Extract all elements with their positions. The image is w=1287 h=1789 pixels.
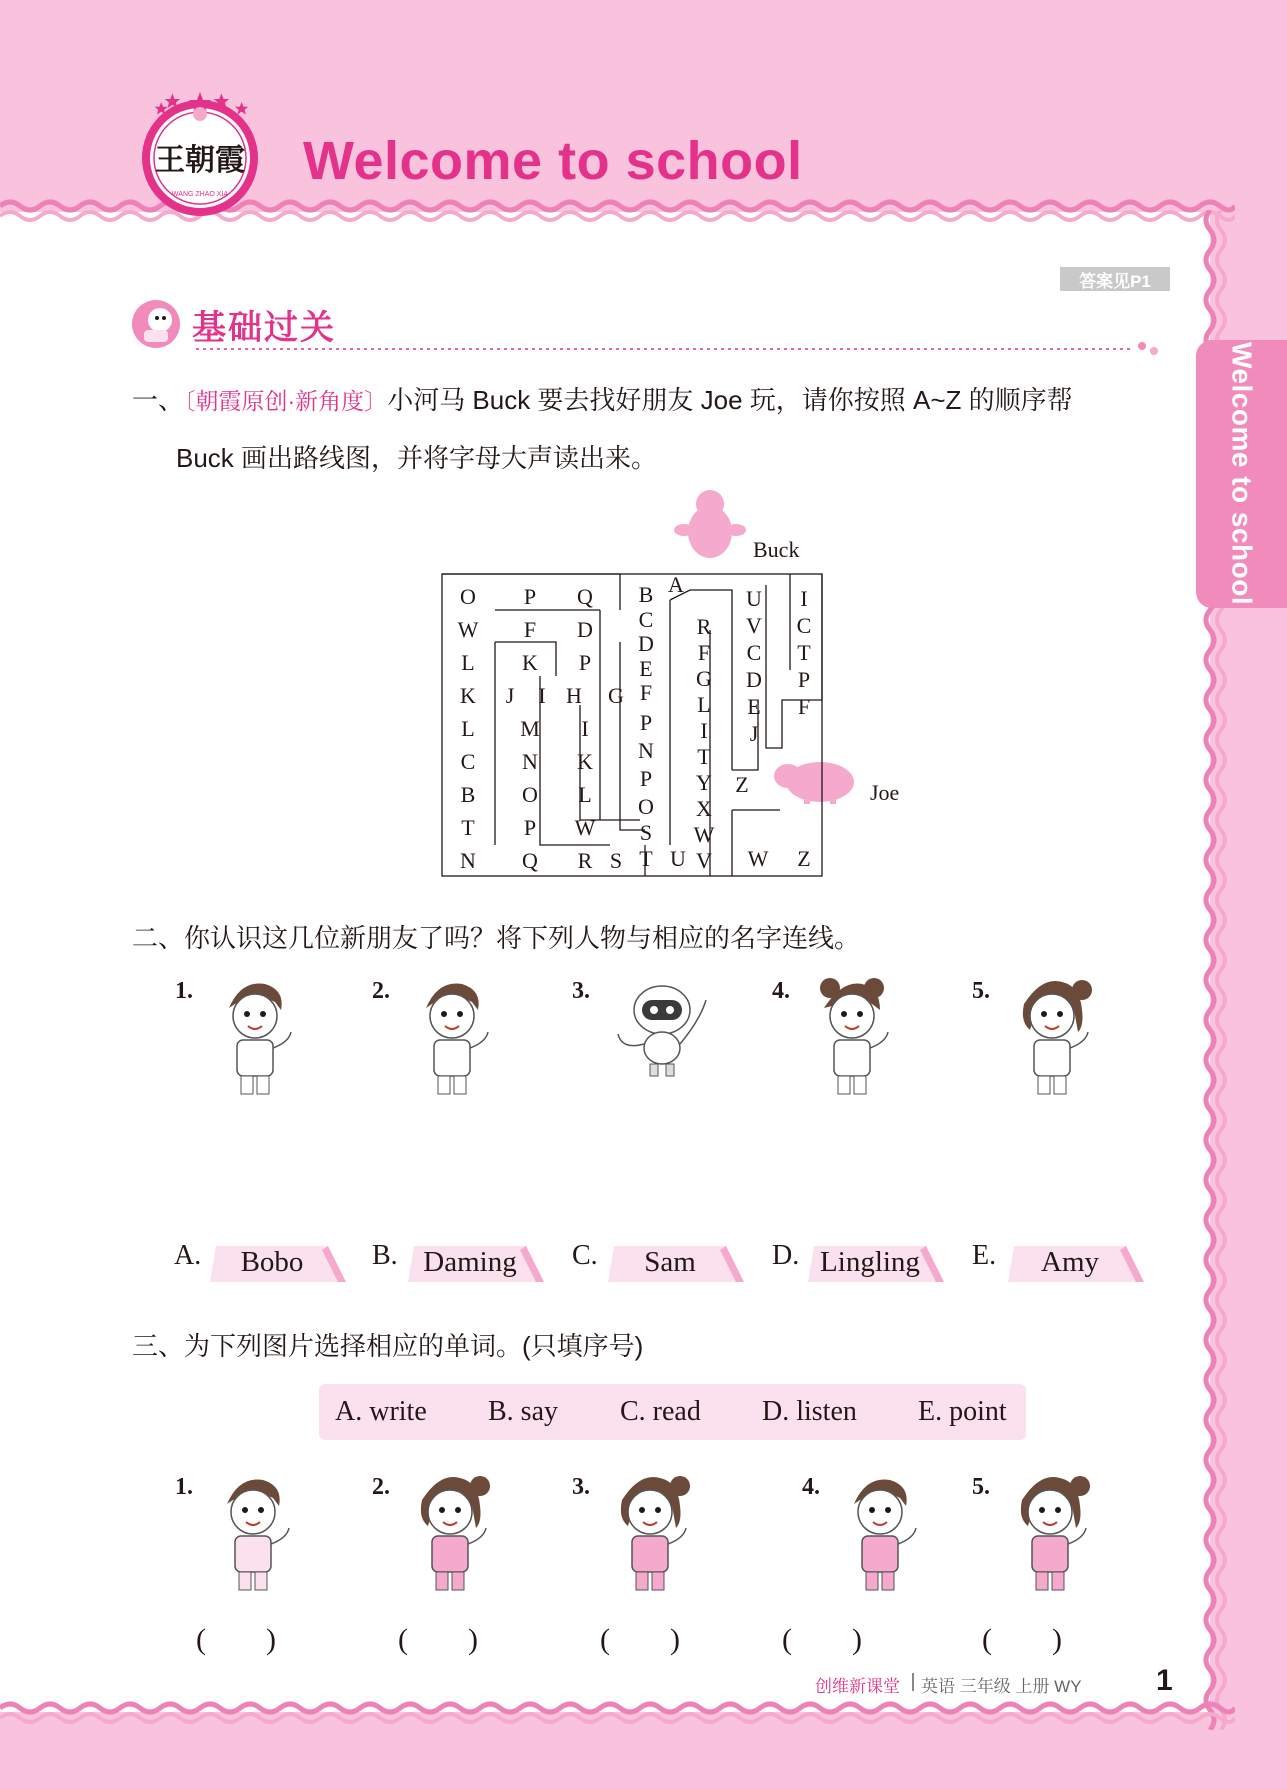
q1-tag: 〔朝霞原创·新角度〕 xyxy=(184,388,388,414)
maze-letter: P xyxy=(639,710,653,735)
q3-word-option: A. write xyxy=(335,1396,427,1427)
maze-letter: F xyxy=(697,640,711,665)
q2-name-label: Lingling xyxy=(820,1246,920,1278)
q1-number: 一、 xyxy=(132,385,185,415)
maze-letter: A xyxy=(668,572,684,597)
q1-line2: Buck 画出路线图，并将字母大声读出来。 xyxy=(176,443,658,473)
maze-letter: E xyxy=(747,694,761,719)
maze-letter: F xyxy=(797,694,811,719)
maze-letter: P xyxy=(797,667,811,692)
q3-answer-blank[interactable]: ( ) xyxy=(982,1623,1062,1656)
q2-option-letter: C. xyxy=(572,1240,598,1271)
maze-letter: L xyxy=(578,782,592,807)
boy-figure xyxy=(205,970,305,1105)
page-number: 1 xyxy=(1156,1664,1173,1697)
girl-figure xyxy=(1002,970,1102,1105)
maze-letter: J xyxy=(749,721,759,746)
buck-hippo-icon xyxy=(674,490,746,558)
maze-letter: O xyxy=(460,584,476,609)
q2-item-number: 4. xyxy=(772,978,790,1004)
maze-letter: I xyxy=(800,586,808,611)
footer-brand: 创维新课堂 xyxy=(815,1677,900,1696)
maze-letter: K xyxy=(522,650,538,675)
q2-item-number: 5. xyxy=(972,978,990,1004)
maze-letter: S xyxy=(609,848,623,873)
joe-label: Joe xyxy=(870,780,900,805)
robot-figure xyxy=(602,970,722,1085)
maze-letter: W xyxy=(747,846,769,871)
section-divider xyxy=(196,342,1161,356)
q1-text-1: 小河马 Buck 要去找好朋友 Joe 玩，请你按照 A~Z 的顺序帮 xyxy=(387,385,1073,415)
q2-name-label: Daming xyxy=(423,1246,517,1278)
maze-letter: C xyxy=(746,640,762,665)
point-picture xyxy=(830,1466,930,1601)
logo-text: 王朝霞 xyxy=(155,144,245,177)
maze-letter: T xyxy=(797,640,811,665)
maze-letter: P xyxy=(639,766,653,791)
maze-letter: N xyxy=(460,848,476,873)
q3-word-option: D. listen xyxy=(762,1396,857,1427)
q3-item-number: 4. xyxy=(802,1474,820,1500)
maze-letter: W xyxy=(693,822,715,847)
maze-letter: C xyxy=(460,749,476,774)
maze-letter: N xyxy=(522,749,538,774)
girl-figure xyxy=(802,970,902,1105)
q2-item-number: 1. xyxy=(175,978,193,1004)
q3-item-number: 2. xyxy=(372,1474,390,1500)
section-mascot-icon xyxy=(130,298,182,350)
q2-item-number: 3. xyxy=(572,978,590,1004)
maze-letter: P xyxy=(578,650,592,675)
maze-letter: N xyxy=(638,738,654,763)
maze-letter: B xyxy=(638,582,654,607)
maze-letter: P xyxy=(523,815,537,840)
read-picture xyxy=(1000,1466,1100,1601)
q2-option-letter: E. xyxy=(972,1240,997,1271)
maze-letter: L xyxy=(697,692,711,717)
say-picture xyxy=(203,1466,303,1601)
maze-letter: L xyxy=(461,650,475,675)
maze-letter: V xyxy=(746,613,762,638)
maze-letter: Q xyxy=(577,584,593,609)
q2-option-letter: D. xyxy=(772,1240,800,1271)
q2-name-tag[interactable] xyxy=(1008,1242,1148,1286)
maze-letter: W xyxy=(457,617,479,642)
answer-reference-badge: 答案见P1 xyxy=(1060,267,1170,291)
maze-letter: F xyxy=(523,617,537,642)
q3-word-option: C. read xyxy=(620,1396,701,1427)
maze-letter: F xyxy=(639,680,653,705)
footer-info: 英语 三年级 上册 WY xyxy=(921,1677,1082,1696)
maze-letter: Z xyxy=(735,772,749,797)
boy-figure xyxy=(402,970,502,1105)
buck-label: Buck xyxy=(753,537,800,562)
maze-letter: U xyxy=(746,586,762,611)
joe-hippo-icon xyxy=(774,762,854,804)
write-picture xyxy=(600,1466,700,1601)
listen-picture xyxy=(400,1466,500,1601)
publisher-logo xyxy=(136,92,264,220)
maze-letter: C xyxy=(638,607,654,632)
logo-subtitle: WANG ZHAO XIA xyxy=(171,191,229,198)
maze-letter: X xyxy=(696,796,712,821)
q3-answer-blank[interactable]: ( ) xyxy=(398,1623,478,1656)
maze-letter: U xyxy=(670,846,686,871)
side-tab-label: Welcome to school xyxy=(1226,342,1258,606)
maze-letter: T xyxy=(697,744,711,769)
maze-letter: I xyxy=(581,716,589,741)
q2-question: 二、你认识这几位新朋友了吗？将下列人物与相应的名字连线。 xyxy=(132,923,861,953)
q1-line1 xyxy=(132,380,1073,417)
q3-question: 三、为下列图片选择相应的单词。(只填序号) xyxy=(132,1331,644,1361)
maze-letter: D xyxy=(746,667,762,692)
maze-letter: G xyxy=(608,683,624,708)
q3-item-number: 1. xyxy=(175,1474,193,1500)
q2-item-number: 2. xyxy=(372,978,390,1004)
q3-answer-blank[interactable]: ( ) xyxy=(600,1623,680,1656)
maze-letter: C xyxy=(796,613,812,638)
maze-letter: K xyxy=(460,683,476,708)
maze-letter: E xyxy=(639,656,653,681)
maze-letter: S xyxy=(639,820,653,845)
q2-name-label: Amy xyxy=(1041,1246,1099,1278)
q2-option-letter: A. xyxy=(174,1240,202,1271)
q2-option-letter: B. xyxy=(372,1240,398,1271)
q3-word-option: E. point xyxy=(918,1396,1007,1427)
q2-name-tag[interactable] xyxy=(408,1242,548,1286)
maze-letter: T xyxy=(639,846,653,871)
q3-word-option: B. say xyxy=(488,1396,558,1427)
maze-letter: O xyxy=(522,782,538,807)
maze-letter: O xyxy=(638,794,654,819)
maze-letter: P xyxy=(523,584,537,609)
maze-letter: B xyxy=(460,782,476,807)
maze-letter: W xyxy=(574,815,596,840)
q3-answer-blank[interactable]: ( ) xyxy=(782,1623,862,1656)
maze-letter: Y xyxy=(696,770,712,795)
q2-name-tag[interactable] xyxy=(808,1242,948,1286)
footer-separator xyxy=(912,1673,914,1691)
q3-answer-blank[interactable]: ( ) xyxy=(196,1623,276,1656)
maze-letter: J xyxy=(505,683,515,708)
maze-letter: D xyxy=(638,631,654,656)
maze-letter: I xyxy=(538,683,546,708)
maze-letter: G xyxy=(696,666,712,691)
maze-letter: R xyxy=(696,614,712,639)
maze-letter: Z xyxy=(797,846,811,871)
q3-item-number: 3. xyxy=(572,1474,590,1500)
q2-name-tag[interactable] xyxy=(608,1242,748,1286)
maze-letter: K xyxy=(577,749,593,774)
q2-name-label: Bobo xyxy=(240,1246,304,1278)
q3-item-number: 5. xyxy=(972,1474,990,1500)
maze-letter: Q xyxy=(522,848,538,873)
section-heading: 基础过关 xyxy=(192,309,336,347)
q2-name-label: Sam xyxy=(644,1246,696,1278)
maze-letter: I xyxy=(700,718,708,743)
maze-letter: T xyxy=(461,815,475,840)
page-title: Welcome to school xyxy=(303,131,803,191)
maze-letter: V xyxy=(696,848,712,873)
maze-letter: H xyxy=(566,683,582,708)
q2-name-tag[interactable] xyxy=(210,1242,350,1286)
maze-letter: D xyxy=(577,617,593,642)
maze-letter: L xyxy=(461,716,475,741)
letter-maze[interactable] xyxy=(420,490,940,890)
maze-letter: R xyxy=(577,848,593,873)
maze-letter: M xyxy=(520,716,540,741)
wavy-border-bottom xyxy=(0,1696,1235,1728)
